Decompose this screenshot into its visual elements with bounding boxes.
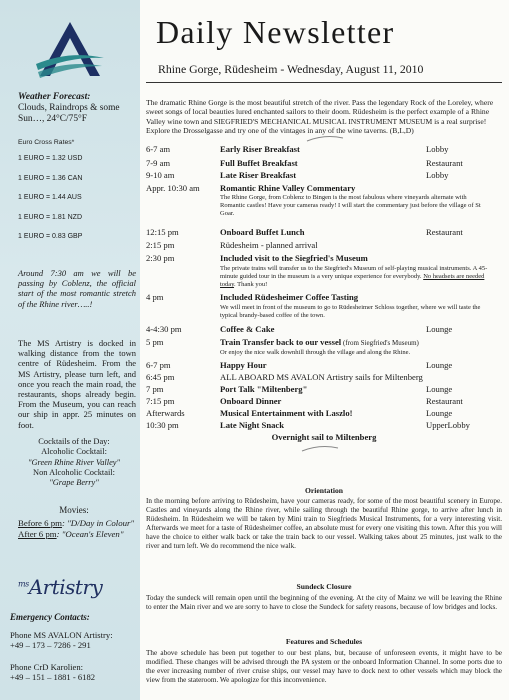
schedule-event: Onboard Buffet Lunch [220, 227, 305, 237]
schedule-time: 2:30 pm [146, 253, 175, 263]
cocktails [14, 437, 134, 488]
schedule-time: 2:15 pm [146, 240, 175, 250]
schedule-location: Lobby [426, 170, 449, 180]
schedule-time: 5 pm [146, 337, 164, 347]
cocktail-title: Cocktails of the Day: [38, 437, 110, 446]
coblenz-note: Around 7:30 am we will be passing by Coblenz, the official start of the most romantic stretch of the Rhine river…..! [18, 268, 136, 309]
movies [18, 518, 136, 539]
features-body: The above schedule has been put together to our best plans, but, because of unforeseen events, it might have to be modified. These changes will be advised through the PA system or the onboard Information Channel. In some ports due to the ever increasing number of river cruise ships, our vessel may have to dock next to other vessels which may block the view from the stateroom. We apologize for this inconvenience. [146, 649, 502, 685]
orientation-title: Orientation [305, 486, 343, 495]
rates-list [18, 155, 82, 253]
sundeck-body: Today the sundeck will remain open until the beginning of the evening. At the city of Mainz we will be leaving the Rhine to enter the Main river and we are sorry to have to close the Sundeck for safety reasons, because of low bridges and locks. [146, 594, 502, 612]
schedule-location: Lounge [426, 408, 453, 418]
rate-item: 1 EURO = 1.81 NZD [18, 213, 82, 221]
emergency-title: Emergency Contacts: [10, 612, 90, 622]
emergency-contacts [10, 630, 138, 683]
schedule-time: Afterwards [146, 408, 185, 418]
schedule-event: Port Talk "Miltenberg" [220, 384, 308, 394]
cocktail-alc-label: Alcoholic Cocktail: [41, 447, 107, 457]
schedule-time: 10:30 pm [146, 420, 179, 430]
schedule-location: UpperLobby [426, 420, 470, 430]
divider [146, 82, 502, 83]
artistry-brand [18, 575, 102, 599]
orientation-body: In the morning before arriving to Rüdesheim, have your cameras ready, for some of the most beautiful scenery in Europe. Castles and vineyards along the Rhine river, while sailing through the beautiful Rhine gorge, to arrive after lunch in Rüdesheim. In Rüdesheim we will be taken by Mini train to Siegfrieds Musical Instruments, for a very interesting visit. Afterwards we meet for a taste of Rüdesheimer coffee, an absolute must for every one visiting this town. After this you will have the choice to either walk back or take the train back to our vessel. Walking takes about 25 minutes, just walk to the river and turn left. We do recommend the nice walk. [146, 497, 502, 551]
schedule-desc: The private trains will transfer us to the Siegfried's Museum of self-playing musical instruments. A 45-minute guided tour in the museum is a very unique experience for everybody. No headsets are needed today. Thank you! [220, 265, 488, 289]
movie2-title: : "Ocean's Eleven" [56, 528, 124, 539]
schedule-event: ALL ABOARD MS AVALON Artistry sails for Miltenberg [220, 372, 423, 382]
schedule-event: Happy Hour [220, 360, 267, 370]
cocktail-non: "Grape Berry" [49, 478, 99, 487]
schedule-desc: Or enjoy the nice walk downhill through the village and along the Rhine. [220, 349, 411, 356]
schedule-location: Lobby [426, 144, 449, 154]
schedule-time: 7:15 pm [146, 396, 175, 406]
schedule-event: Late Riser Breakfast [220, 170, 297, 180]
rate-item: 1 EURO = 1.44 AUS [18, 194, 82, 201]
schedule-event: Late Night Snack [220, 420, 284, 430]
schedule-location: Lounge [426, 384, 453, 394]
schedule-event: Rüdesheim - planned arrival [220, 240, 318, 250]
docking-note: The MS Artistry is docked in walking distance from the town centre of Rüdesheim. From the MS Artistry, please turn left, and once you reach the main road, the restaurants, shops already begin. From the Museum, you can reach our ship in appr. 25 minutes on foot. [18, 338, 136, 430]
emergency-1-number: +49 – 173 – 7286 - 291 [10, 640, 91, 651]
schedule-event: Included visit to the Siegfried's Museum [220, 253, 368, 263]
schedule-location: Restaurant [426, 158, 463, 168]
schedule-event: Included Rüdesheimer Coffee Tasting [220, 292, 359, 302]
movies-title: Movies: [59, 505, 89, 515]
avalon-logo-icon [32, 20, 108, 84]
emergency-2: Phone CrD Karolien: [10, 661, 84, 672]
schedule-event: Train Transfer back to our vessel (from Siegfried's Museum) [220, 337, 419, 347]
brand-name: Artistry [28, 575, 103, 599]
cocktail-non-label: Non Alcoholic Cocktail: [33, 467, 115, 477]
schedule-desc: We will meet in front of the museum to go to Rüdesheimer Schloss together, where we will taste the typical brandy-based coffee of the town. [220, 304, 481, 320]
rate-item: 1 EURO = 1.36 CAN [18, 174, 83, 182]
schedule-time: 7-9 am [146, 158, 171, 168]
weather-title: Weather Forecast: [18, 92, 91, 102]
schedule-time: 9-10 am [146, 170, 175, 180]
emergency-1: Phone MS AVALON Artistry: [10, 630, 113, 640]
intro-text: The dramatic Rhine Gorge is the most beautiful stretch of the river. Pass the legendary Rock of the Loreley, where sweet songs of local beauties lured enchanted sailors to their doom. Rüdesheim is the perfect example of a Rhine Valley wine town and SIEGFRIED'S MECHANICAL MUSICAL INSTRUMENT MUSEUM is a real surprise! Explore the Drosselgasse and try one of the vintages in any of the wine taverns. (B,L,D) [146, 98, 494, 136]
overnight-note: Overnight sail to Miltenberg [271, 432, 377, 442]
schedule-event: Coffee & Cake [220, 324, 275, 334]
schedule-location: Restaurant [426, 227, 463, 237]
schedule-time: 6:45 pm [146, 372, 175, 382]
schedule-location: Restaurant [426, 396, 463, 406]
movie2-time: After 6 pm [18, 528, 57, 539]
swirl-divider-icon [305, 134, 345, 144]
schedule-time: 7 pm [146, 384, 164, 394]
schedule-event: Musical Entertainment with Laszlo! [220, 408, 353, 418]
rate-item: 1 EURO = 1.32 USD [18, 155, 83, 162]
schedule-desc: The Rhine Gorge, from Coblenz to Bingen is the most fabulous where vineyards alternate with Romantic castles! Have your cameras ready! I will start the commentary just before the village of St Goar. [220, 194, 481, 218]
page-subtitle: Rhine Gorge, Rüdesheim - Wednesday, August 11, 2010 [158, 62, 424, 76]
rate-item: 1 EURO = 0.83 GBP [18, 233, 83, 240]
rates-title: Euro Cross Rates* [18, 139, 75, 146]
schedule-time: 4 pm [146, 292, 164, 302]
schedule-time: 4-4:30 pm [146, 324, 182, 334]
cocktail-alc: "Green Rhine River Valley" [27, 457, 121, 467]
sidebar [0, 0, 140, 700]
schedule-time: 12:15 pm [146, 227, 179, 237]
schedule-event: Early Riser Breakfast [220, 144, 300, 154]
movie1-time: Before 6 pm [18, 518, 62, 528]
schedule-event: Onboard Dinner [220, 396, 282, 406]
brand-prefix: ms [18, 579, 29, 589]
features-title: Features and Schedules [285, 637, 363, 646]
schedule-time: 6-7 pm [146, 360, 171, 370]
weather-forecast: Clouds, Raindrops & some Sun…, 24°C/75°F [18, 103, 120, 125]
movie1-title: : "D/Day in Colour" [61, 518, 135, 528]
sundeck-title: Sundeck Closure [296, 582, 352, 591]
schedule-location: Lounge [426, 360, 453, 370]
page-title: Daily Newsletter [156, 14, 395, 50]
schedule-event: Romantic Rhine Valley Commentary [220, 183, 356, 193]
emergency-2-number: +49 – 151 – 1881 - 6182 [10, 672, 96, 683]
schedule-location: Lounge [426, 324, 453, 334]
schedule-time: Appr. 10:30 am [146, 183, 200, 193]
schedule-time: 6-7 am [146, 144, 171, 154]
swirl-divider-icon [300, 444, 340, 454]
schedule-event: Full Buffet Breakfast [220, 158, 298, 168]
